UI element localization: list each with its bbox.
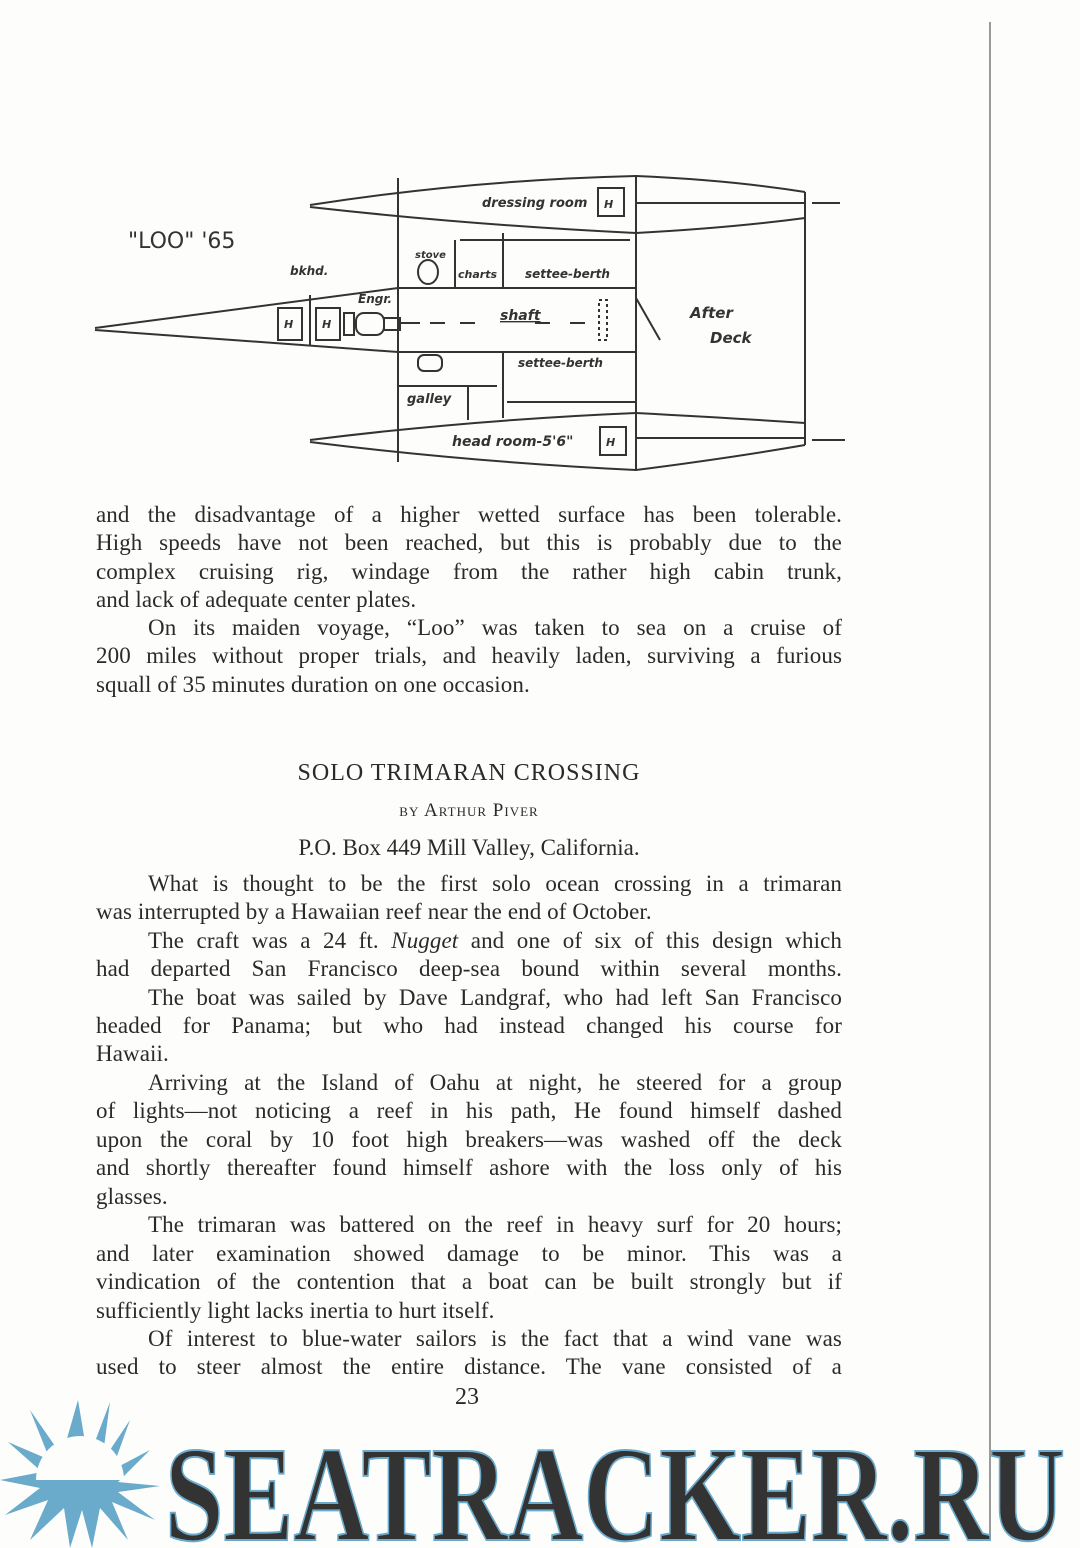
text-line: upon the coral by 10 foot high breakers—was washed off the deck	[96, 1127, 842, 1152]
text-line: and shortly thereafter found himself ashore with the loss only of his	[96, 1155, 842, 1180]
text-span: The craft was a 24 ft.	[148, 928, 392, 953]
label-head-room: head room-5'6"	[452, 434, 574, 450]
page-number: 23	[455, 1384, 479, 1410]
label-stove: stove	[415, 250, 446, 261]
text-line: The boat was sailed by Dave Landgraf, who had left San Francisco	[148, 985, 842, 1010]
text-line: complex cruising rig, windage from the rather high cabin trunk,	[96, 559, 842, 584]
diagram-title: "LOO" '65	[128, 229, 236, 254]
label-galley: galley	[407, 392, 452, 407]
text-line: of lights—not noticing a reef in his path, He found himself dashed	[96, 1098, 842, 1123]
boat-name: Nugget	[391, 928, 459, 953]
text-line: High speeds have not been reached, but this is probably due to the	[96, 530, 842, 555]
text-line: and the disadvantage of a higher wetted surface has been tolerable.	[96, 502, 842, 527]
text-line: vindication of the contention that a boat can be built strongly but if	[96, 1269, 842, 1294]
text-line: used to steer almost the entire distance. The vane consisted of a	[96, 1354, 842, 1379]
text-line: glasses.	[96, 1184, 168, 1209]
label-settee-top: settee-berth	[525, 267, 610, 281]
text-line: What is thought to be the first solo ocean crossing in a trimaran	[148, 871, 842, 896]
text-line: sufficiently light lacks inertia to hurt itself.	[96, 1298, 495, 1323]
sun-logo-icon	[0, 1400, 160, 1548]
text-line: The trimaran was battered on the reef in heavy surf for 20 hours;	[148, 1212, 842, 1237]
text-span: and one of six of this design which	[458, 928, 842, 953]
hatch-label: H	[322, 318, 332, 331]
label-engine: Engr.	[358, 292, 393, 306]
label-bulkhead: bkhd.	[290, 264, 329, 278]
trimaran-plan-diagram	[0, 0, 1080, 500]
label-deck: Deck	[710, 329, 752, 347]
text-line: squall of 35 minutes duration on one occasion.	[96, 672, 530, 697]
hatch-label: H	[604, 198, 614, 211]
text-line: Of interest to blue-water sailors is the fact that a wind vane was	[148, 1326, 842, 1351]
seatracker-watermark	[0, 1390, 1080, 1548]
text-line: and lack of adequate center plates.	[96, 587, 417, 612]
text-line: and later examination showed damage to be minor. This was a	[96, 1241, 842, 1266]
article-byline: by Arthur Piver	[399, 800, 539, 821]
text-line: 200 miles without proper trials, and heavily laden, surviving a furious	[96, 643, 842, 668]
text-line: Hawaii.	[96, 1041, 169, 1066]
hatch-label: H	[606, 436, 616, 449]
article-title: SOLO TRIMARAN CROSSING	[297, 760, 641, 786]
label-settee-bottom: settee-berth	[518, 356, 603, 370]
label-charts: charts	[458, 268, 498, 281]
hatch-label: H	[284, 318, 294, 331]
label-after: After	[690, 304, 733, 322]
label-dressing-room: dressing room	[482, 196, 588, 211]
text-line: Arriving at the Island of Oahu at night, he steered for a group	[148, 1070, 842, 1095]
text-line	[148, 927, 842, 955]
text-line: headed for Panama; but who had instead changed his course for	[96, 1013, 842, 1038]
label-shaft: shaft	[500, 308, 541, 324]
watermark-text: SEATRACKER.RU	[165, 1420, 1065, 1548]
text-line: On its maiden voyage, “Loo” was taken to sea on a cruise of	[148, 615, 842, 640]
article-address: P.O. Box 449 Mill Valley, California.	[298, 835, 640, 860]
text-line: was interrupted by a Hawaiian reef near the end of October.	[96, 899, 652, 924]
text-line: had departed San Francisco deep-sea bound within several months.	[96, 956, 842, 981]
